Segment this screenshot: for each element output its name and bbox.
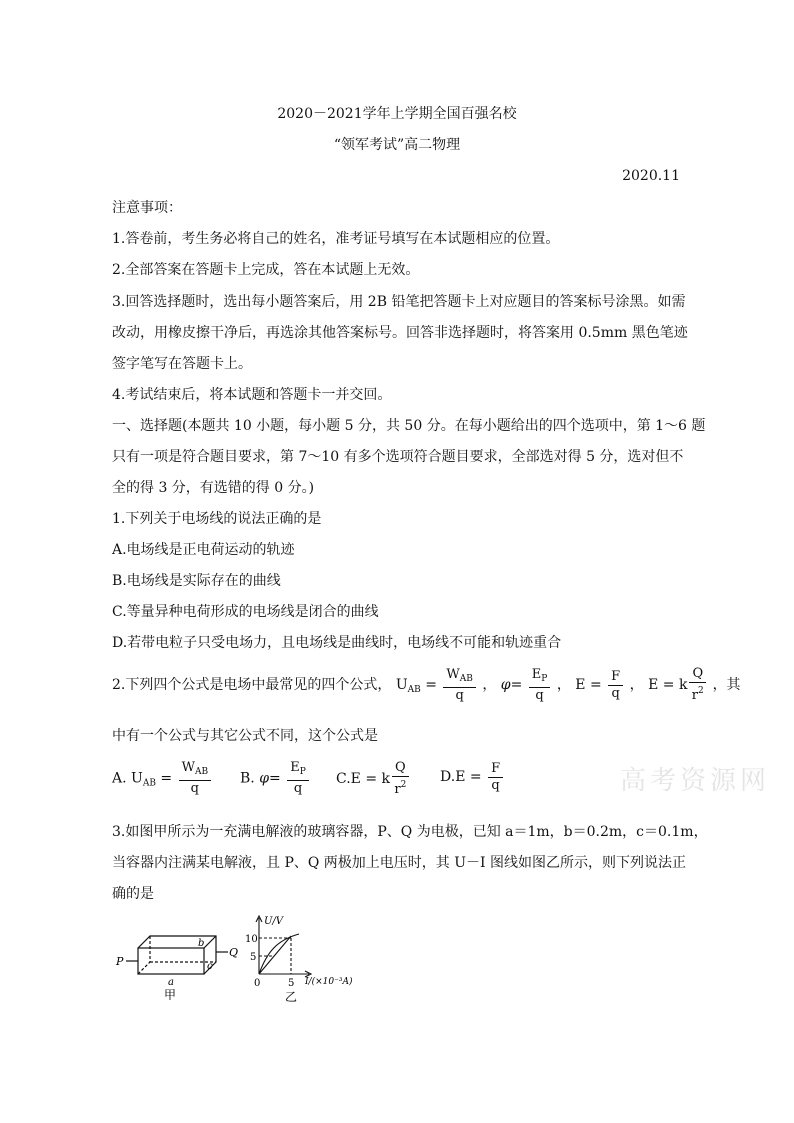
y-axis-label: U/V — [264, 916, 284, 927]
question-3-stem-cont: 确的是 — [112, 886, 154, 902]
note-item: 2.全部答案在答题卡上完成，答在本试题上无效。 — [112, 262, 420, 278]
question-1-stem: 1.下列关于电场线的说法正确的是 — [112, 511, 322, 527]
container-figure — [110, 920, 240, 1000]
exam-title: 2020－2021学年上学期全国百强名校 — [277, 106, 517, 122]
question-2-stem-cont: 中有一个公式与其它公式不同，这个公式是 — [112, 728, 378, 744]
caption-jia: 甲 — [164, 988, 177, 1000]
note-item: 签字笔写在答题卡上。 — [112, 356, 252, 372]
q1-option-b: B.电场线是实际存在的曲线 — [112, 573, 281, 589]
x-axis-label: I/(×10⁻³A) — [305, 977, 353, 987]
formula-e-f-q: E = $\frac{F}{q}$ — [575, 677, 629, 693]
note-item: 1.答卷前，考生务必将自己的姓名，准考证号填写在本试题相应的位置。 — [112, 231, 560, 247]
section-instruction: 一、选择题(本题共 10 小题，每小题 5 分，共 50 分。在每小题给出的四个选项中，第 1～6 题 — [112, 418, 706, 434]
exam-subtitle: “领军考试”高二物理 — [333, 137, 461, 153]
y-tick-5: 5 — [250, 952, 257, 963]
q2-option-b: B. φ= $\frac{E_P}{q}$ — [240, 760, 311, 797]
x-tick-0: 0 — [254, 978, 261, 989]
note-item: 3.回答选择题时，选出每小题答案后，用 2B 铅笔把答题卡上对应题目的答案标号涂黑。如需 — [112, 294, 686, 310]
label-c: c — [207, 961, 213, 972]
q1-option-a: A.电场线是正电荷运动的轨迹 — [112, 542, 295, 558]
label-q: Q — [229, 946, 239, 959]
watermark: 高考资源网 — [620, 766, 771, 796]
q2-option-a: A. $U_{AB}$ = $\frac{W_{AB}}{q}$ — [112, 760, 213, 801]
section-instruction: 全的得 3 分，有选错的得 0 分。) — [112, 480, 315, 496]
label-b: b — [198, 938, 205, 949]
caption-yi: 乙 — [285, 990, 298, 1004]
notes-heading: 注意事项： — [112, 200, 182, 216]
x-tick-5: 5 — [288, 978, 295, 989]
tangent-line — [259, 936, 291, 974]
label-a: a — [168, 977, 174, 988]
formula-phi: φ= $\frac{E_P}{q}$ — [501, 677, 557, 693]
question-3-stem: 3.如图甲所示为一充满电解液的玻璃容器，P、Q 为电极，已知 a＝1m，b＝0.2m，c＝0.1m， — [112, 824, 708, 840]
q2-stem-prefix: 2.下列四个公式是电场中最常见的四个公式， — [112, 677, 392, 693]
label-p: P — [116, 955, 124, 968]
section-instruction: 只有一项是符合题目要求，第 7～10 有多个选项符合题目要求，全部选对得 5 分，选对但不 — [112, 449, 684, 465]
formula-e-kq-r2: E = k $\frac{Q}{r^2}$ — [648, 677, 712, 693]
q1-option-c: C.等量异种电荷形成的电场线是闭合的曲线 — [112, 604, 379, 620]
q1-option-d: D.若带电粒子只受电场力，且电场线是曲线时，电场线不可能和轨迹重合 — [112, 635, 562, 651]
formula-u-ab: $U_{AB}$ = $\frac{W_{AB}}{q}$ — [396, 677, 483, 693]
y-tick-10: 10 — [245, 934, 258, 945]
ui-graph — [243, 912, 363, 1004]
note-item: 4.考试结束后，将本试题和答题卡一并交回。 — [112, 387, 392, 403]
question-3-stem-cont: 当容器内注满某电解液，且 P、Q 两极加上电压时，其 U－I 图线如图乙所示，则下列说法正 — [112, 855, 687, 871]
q2-option-d: D.E = $\frac{F}{q}$ — [440, 760, 505, 794]
question-2-stem: 2.下列四个公式是电场中最常见的四个公式， $U_{AB}$ = $\frac{W_{AB}}{q}$ ， φ= $\frac{E_P}{q}$ ， E = $\frac{F}{q}$ ， E = k $\frac{Q}{r^2}$ ，其 — [112, 666, 741, 703]
note-item: 改动，用橡皮擦干净后，再选涂其他答案标号。回答非选择题时，将答案用 0.5mm 黑色笔迹 — [112, 325, 688, 341]
ui-curve — [259, 934, 299, 974]
exam-date: 2020.11 — [622, 168, 680, 184]
q2-option-c: C.E = k $\frac{Q}{r^2}$ — [336, 760, 411, 798]
